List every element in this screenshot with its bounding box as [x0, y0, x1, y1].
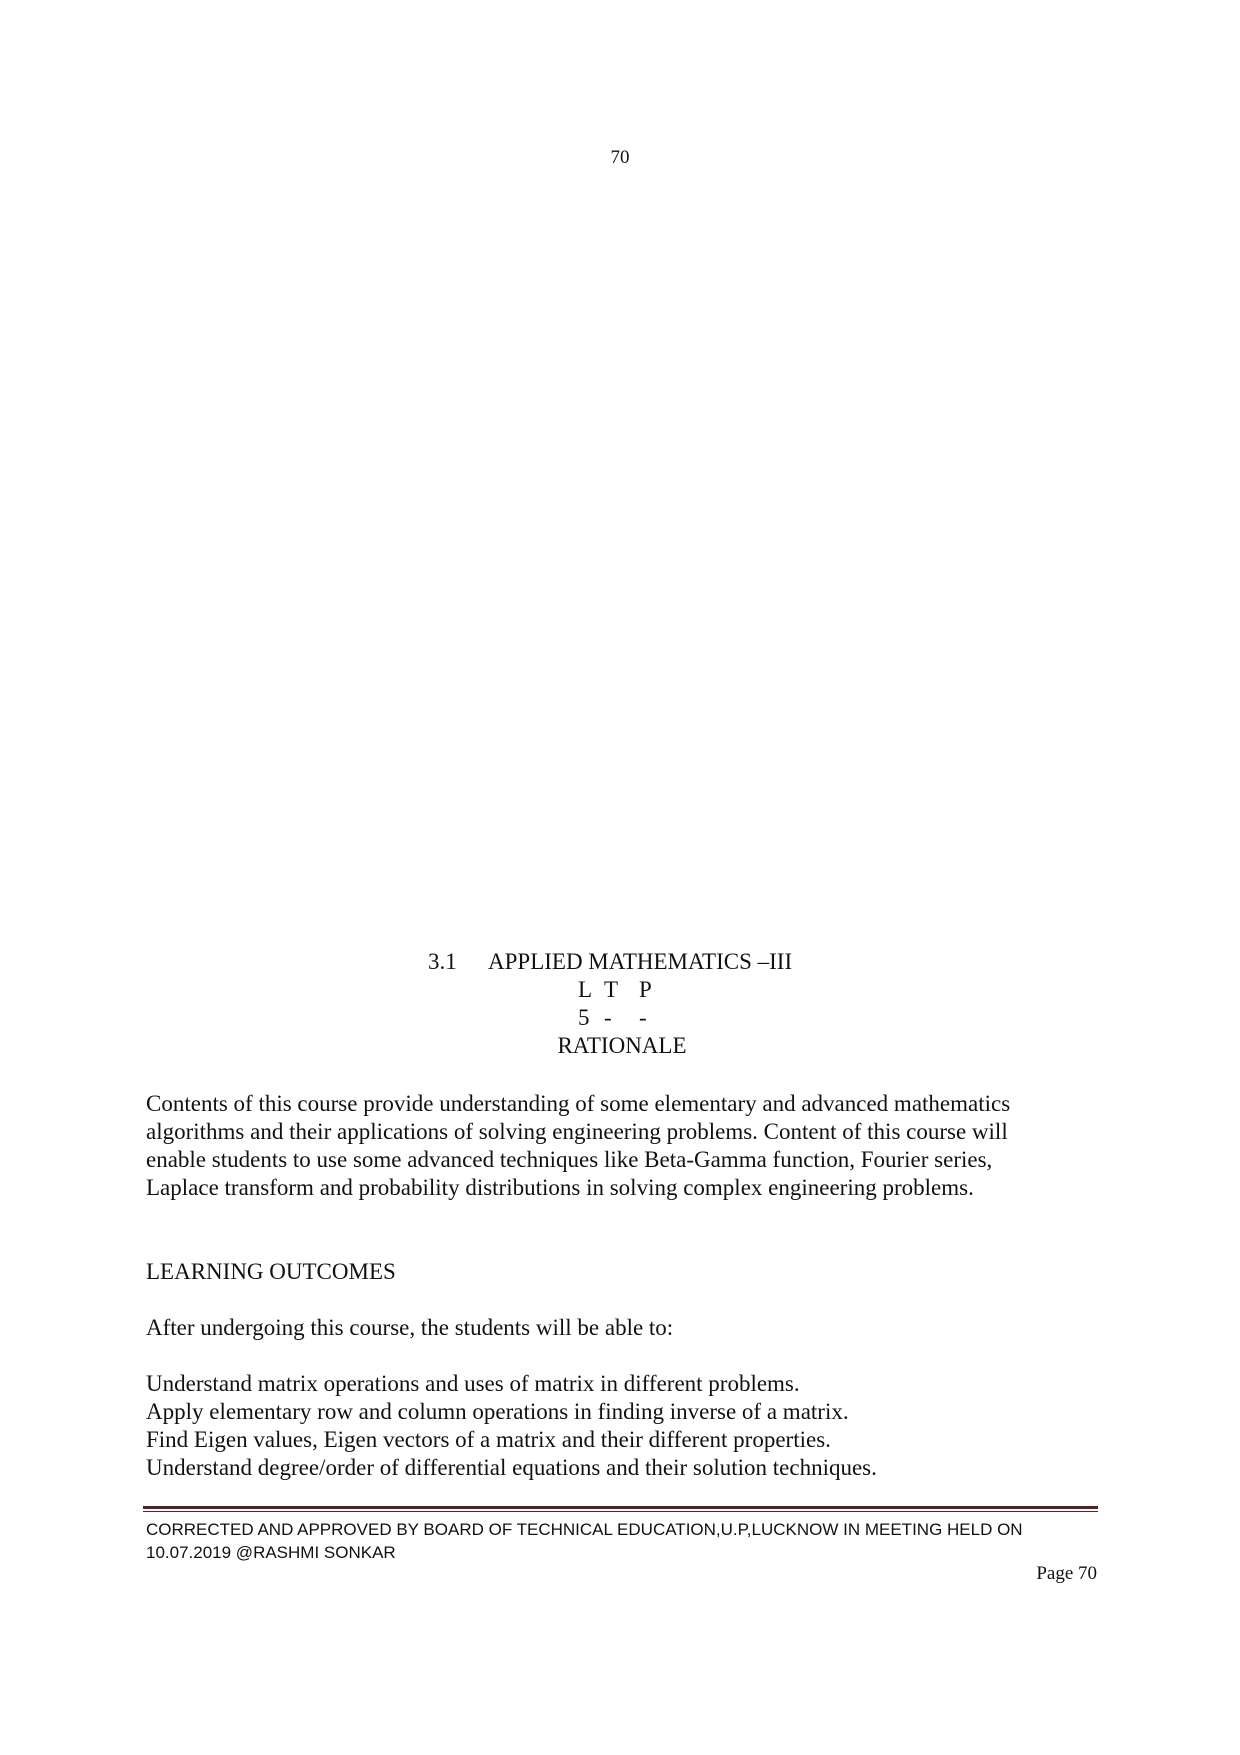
rationale-line: Contents of this course provide understanding of some elementary and advanced mathematics	[146, 1091, 1011, 1116]
learning-outcomes-heading: LEARNING OUTCOMES	[146, 1259, 396, 1284]
ltp-label-l: L	[578, 977, 593, 1002]
outcome-item: Understand degree/order of differential equations and their solution techniques.	[146, 1455, 877, 1480]
rationale-heading-text: RATIONALE	[557, 1033, 687, 1058]
ltp-value-t: -	[604, 1005, 612, 1030]
ltp-value-p: -	[639, 1005, 647, 1030]
ltp-value-l: 5	[578, 1005, 590, 1030]
rationale-line: Laplace transform and probability distributions in solving complex engineering problems.	[146, 1175, 974, 1200]
learning-outcomes-intro: After undergoing this course, the students will be able to:	[146, 1315, 674, 1340]
ltp-label-p: P	[639, 977, 652, 1002]
footer-line-2: 10.07.2019 @RASHMI SONKAR	[146, 1543, 396, 1562]
rationale-line: enable students to use some advanced techniques like Beta-Gamma function, Fourier series,	[146, 1147, 993, 1172]
footer-rule-thin	[143, 1511, 1098, 1512]
rationale-paragraph	[146, 1090, 1096, 1202]
outcome-item: Understand matrix operations and uses of matrix in different problems.	[146, 1371, 800, 1396]
outcome-item: Find Eigen values, Eigen vectors of a matrix and their different properties.	[146, 1427, 831, 1452]
course-name: APPLIED MATHEMATICS –III	[488, 949, 793, 974]
learning-outcomes-list	[146, 1370, 877, 1482]
footer-page-label: Page 70	[1036, 1563, 1097, 1584]
footer-line-1: CORRECTED AND APPROVED BY BOARD OF TECHNICAL EDUCATION,U.P,LUCKNOW IN MEETING HELD ON	[146, 1520, 1023, 1539]
page-number-top: 70	[610, 147, 630, 168]
ltp-values	[578, 1004, 665, 1032]
footer-rule	[143, 1506, 1098, 1509]
footer-text	[146, 1518, 1106, 1564]
course-number: 3.1	[428, 949, 457, 974]
rationale-heading	[0, 1032, 1240, 1060]
course-title	[428, 948, 792, 976]
rationale-line: algorithms and their applications of solving engineering problems. Content of this course will	[146, 1119, 1008, 1144]
ltp-label-t: T	[604, 977, 619, 1002]
outcome-item: Apply elementary row and column operations in finding inverse of a matrix.	[146, 1399, 849, 1424]
ltp-labels	[578, 976, 665, 1004]
